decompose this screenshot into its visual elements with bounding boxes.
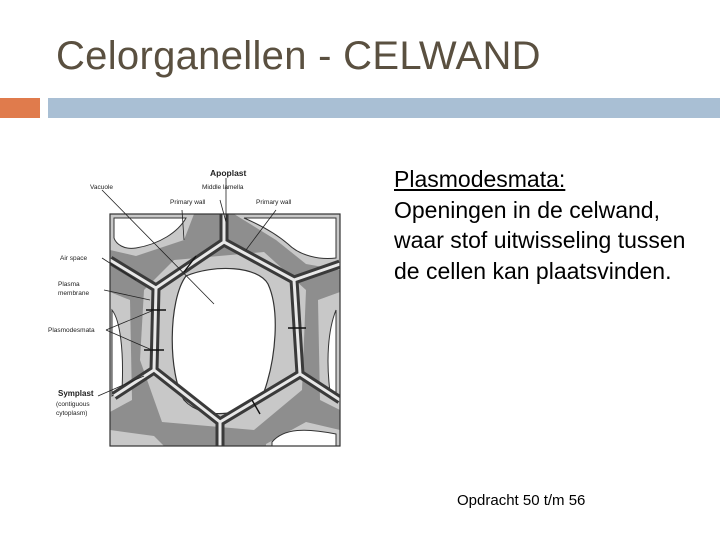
label-primary-wall-left: Primary wall	[170, 199, 206, 206]
body-heading: Plasmodesmata:	[394, 166, 566, 192]
body-paragraph: Openingen in de celwand, waar stof uitwisseling tussen de cellen kan plaatsvinden.	[394, 196, 686, 284]
assignment-note: Opdracht 50 t/m 56	[457, 492, 586, 509]
label-symplast-sub1: (contiguous	[56, 401, 90, 408]
body-text	[394, 164, 694, 286]
label-primary-wall-right: Primary wall	[256, 199, 292, 206]
slide-title: Celorganellen - CELWAND	[56, 34, 541, 78]
label-symplast-sub2: cytoplasm)	[56, 410, 88, 417]
label-air-space: Air space	[60, 255, 88, 262]
label-middle-lamella: Middle lamella	[202, 184, 244, 191]
label-symplast: Symplast	[58, 389, 94, 398]
label-plasma-line2: membrane	[58, 290, 90, 297]
label-apoplast: Apoplast	[210, 168, 247, 178]
label-plasmodesmata: Plasmodesmata	[48, 327, 95, 334]
accent-bar	[0, 98, 40, 118]
label-vacuole: Vacuole	[90, 184, 114, 191]
label-plasma-line1: Plasma	[58, 281, 80, 288]
title-rule	[48, 98, 720, 118]
cell-wall-diagram	[44, 160, 346, 452]
